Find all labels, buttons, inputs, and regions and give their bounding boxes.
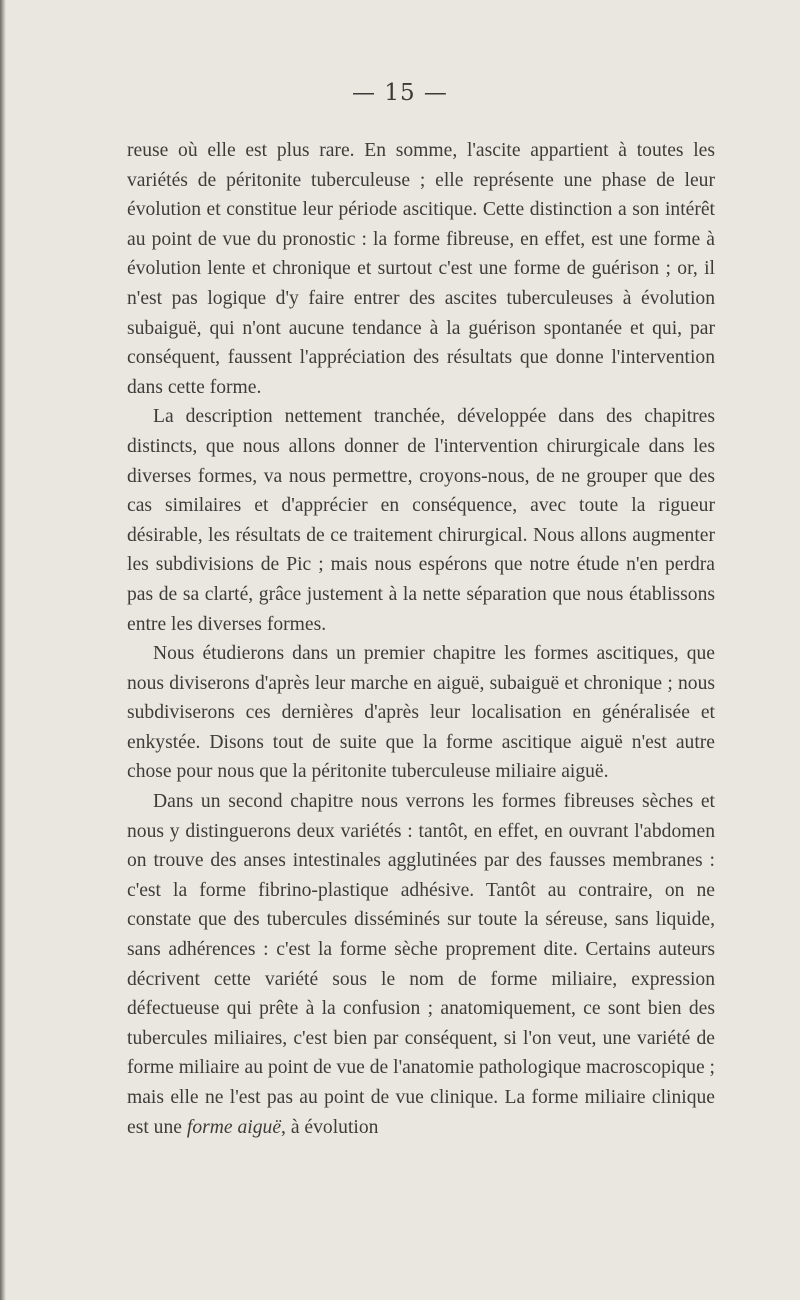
paragraph-2: La description nettement tranchée, développée dans des chapitres distincts, que nous allons donner de l'intervention chirurgicale dans les diverses formes, va nous permettre, croyons-nous, de ne grouper que des cas similaires et d'apprécier en conséquence, avec toute la rigueur désirable, les résultats de ce traitement chirurgical. Nous allons augmenter les subdivisions de Pic ; mais nous espérons que notre étude n'en perdra pas de sa clarté, grâce justement à la nette séparation que nous établissons entre les diverses formes.: [127, 406, 715, 635]
page-number: — 15 —: [352, 80, 448, 106]
paragraph-4-text: Dans un second chapitre nous verrons les formes fibreuses sèches et nous y distinguerons deux variétés : tantôt, en effet, en ouvrant l'abdomen on trouve des anses intestinales agglutinées par des fausses membranes : c'est la forme fibrino-plastique adhésive. Tantôt au contraire, on ne constate que des tubercules disséminés sur toute la séreuse, sans liquide, sans adhérences : c'est la forme sèche proprement dite. Certains auteurs décrivent cette variété sous le nom de forme miliaire, expression défectueuse qui prête à la confusion ; anatomiquement, ce sont bien des tubercules miliaires, c'est bien par conséquent, si l'on veut, une variété de forme miliaire au point de vue de l'anatomie pathologique macroscopique ; mais elle ne l'est pas au point de vue clinique. La forme miliaire clinique est une: [127, 791, 715, 1138]
binding-shadow: [0, 0, 6, 1300]
paragraph-3: Nous étudierons dans un premier chapitre les formes ascitiques, que nous diviserons d'après leur marche en aiguë, subaiguë et chronique ; nous subdiviserons ces dernières d'après leur localisation en généralisée et enkystée. Disons tout de suite que la forme ascitique aiguë n'est autre chose pour nous que la péritonite tuberculeuse miliaire aiguë.: [127, 643, 715, 783]
paragraph-4-tail: , à évolution: [281, 1116, 379, 1138]
paragraph-4: [127, 787, 715, 1142]
italic-term: forme aiguë: [186, 1116, 282, 1138]
body-text: [127, 136, 715, 1142]
paragraph-1: reuse où elle est plus rare. En somme, l'ascite appartient à toutes les variétés de péritonite tuberculeuse ; elle représente une phase de leur évolution et constitue leur période ascitique. Cette distinction a son intérêt au point de vue du pronostic : la forme fibreuse, en effet, est une forme à évolution lente et chronique et surtout c'est une forme de guérison ; or, il n'est pas logique d'y faire entrer des ascites tuberculeuses à évolution subaiguë, qui n'ont aucune tendance à la guérison spontanée et qui, par conséquent, faussent l'appréciation des résultats que donne l'intervention dans cette forme.: [127, 140, 715, 398]
